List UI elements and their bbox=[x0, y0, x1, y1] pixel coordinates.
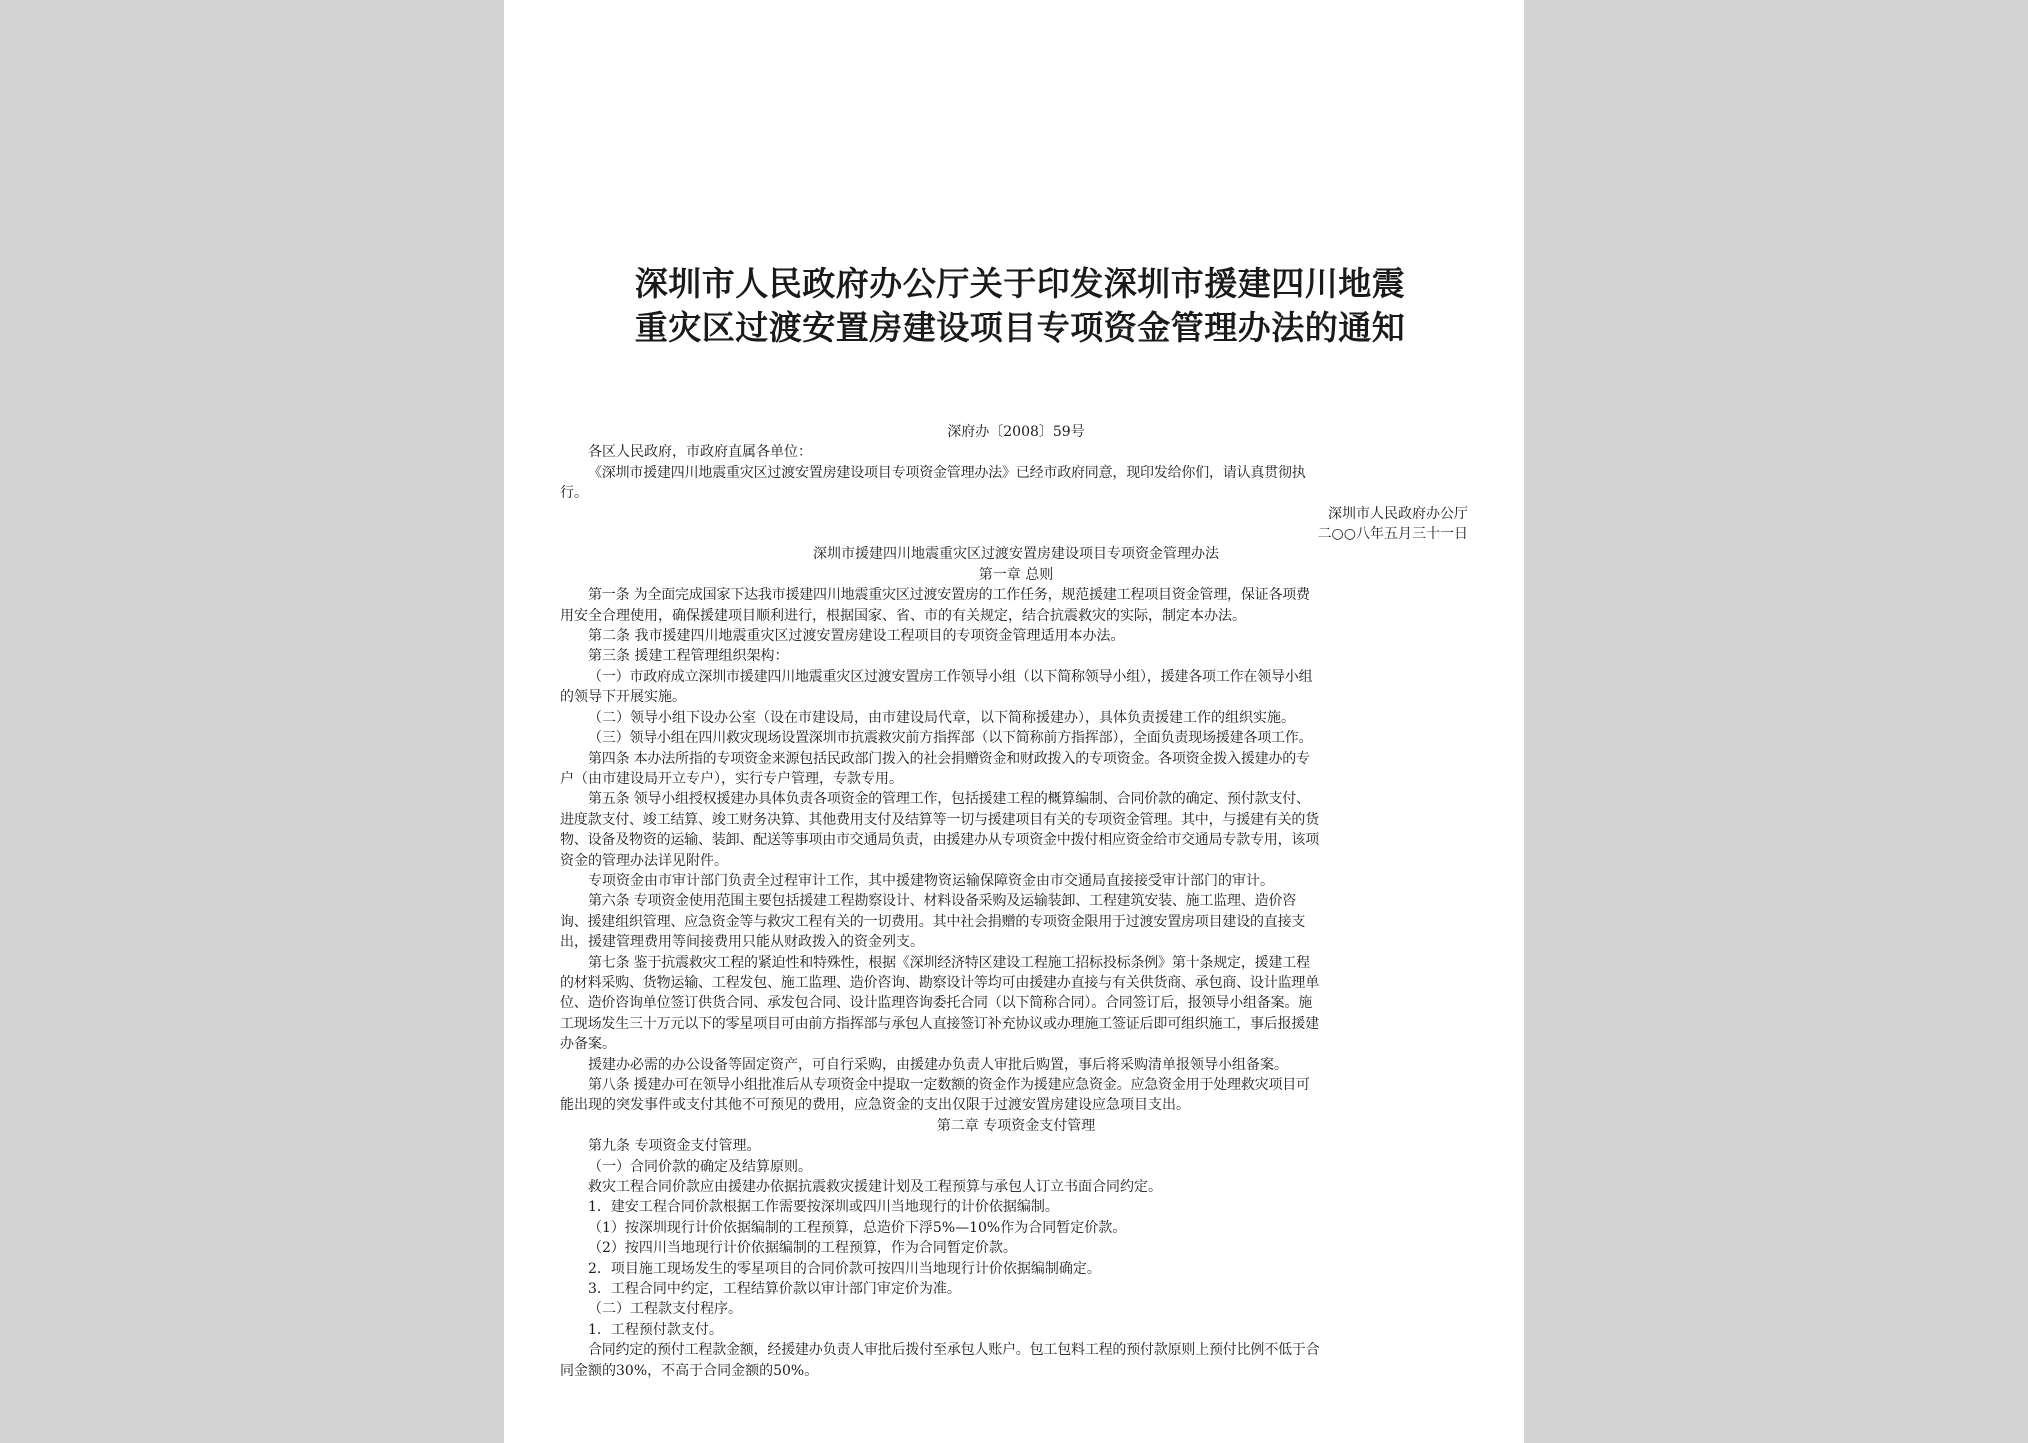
text-line: 《深圳市援建四川地震重灾区过渡安置房建设项目专项资金管理办法》已经市政府同意，现印发给你们，请认真贯彻执 bbox=[588, 464, 1306, 481]
text-line: 2．项目施工现场发生的零星项目的合同价款可按四川当地现行计价依据编制确定。 bbox=[588, 1260, 1101, 1277]
text-line: 进度款支付、竣工结算、竣工财务决算、其他费用支付及结算等一切与援建项目有关的专项资金管理。其中，与援建有关的货 bbox=[560, 811, 1319, 828]
text-line: 户（由市建设局开立专户），实行专户管理，专款专用。 bbox=[560, 770, 903, 787]
text-line: 第七条 鉴于抗震救灾工程的紧迫性和特殊性，根据《深圳经济特区建设工程施工招标投标条例》第十条规定，援建工程 bbox=[588, 954, 1310, 971]
text-line: 第五条 领导小组授权援建办具体负责各项资金的管理工作，包括援建工程的概算编制、合同价款的确定、预付款支付、 bbox=[588, 791, 1310, 808]
document-page bbox=[504, 0, 1524, 1443]
text-line: 第一章 总则 bbox=[978, 566, 1054, 583]
text-line: 第九条 专项资金支付管理。 bbox=[588, 1138, 761, 1155]
text-line: 出，援建管理费用等间接费用只能从财政拨入的资金列支。 bbox=[560, 934, 924, 951]
text-line: 第二章 专项资金支付管理 bbox=[936, 1117, 1096, 1134]
text-line: 工现场发生三十万元以下的零星项目可由前方指挥部与承包人直接签订补充协议或办理施工签证后即可组织施工，事后报援建 bbox=[560, 1015, 1319, 1032]
text-line: （1）按深圳现行计价依据编制的工程预算，总造价下浮5%—10%作为合同暂定价款。 bbox=[588, 1219, 1127, 1236]
text-line: 第三条 援建工程管理组织架构： bbox=[588, 648, 789, 665]
text-line: （一）合同价款的确定及结算原则。 bbox=[588, 1158, 812, 1175]
text-line: 物、设备及物资的运输、装卸、配送等事项由市交通局负责，由援建办从专项资金中拨付相应资金给市交通局专款专用，该项 bbox=[560, 832, 1319, 849]
text-line: 第一条 为全面完成国家下达我市援建四川地震重灾区过渡安置房的工作任务，规范援建工程项目资金管理，保证各项费 bbox=[588, 587, 1310, 604]
text-line: 第二条 我市援建四川地震重灾区过渡安置房建设工程项目的专项资金管理适用本办法。 bbox=[588, 628, 1125, 645]
text-line: 同金额的30%，不高于合同金额的50%。 bbox=[560, 1362, 819, 1379]
text-line: 位、造价咨询单位签订供货合同、承发包合同、设计监理咨询委托合同（以下简称合同）。合同签订后，报领导小组备案。施 bbox=[560, 995, 1312, 1012]
doc-number: 深府办〔2008〕59号 bbox=[947, 424, 1085, 440]
text-line: 资金的管理办法详见附件。 bbox=[560, 852, 728, 869]
title-line-2: 重灾区过渡安置房建设项目专项资金管理办法的通知 bbox=[634, 308, 1406, 347]
text-line: 办备案。 bbox=[560, 1036, 616, 1053]
text-line: （三）领导小组在四川救灾现场设置深圳市抗震救灾前方指挥部（以下简称前方指挥部），全面负责现场援建各项工作。 bbox=[588, 730, 1313, 747]
text-line: 深圳市援建四川地震重灾区过渡安置房建设项目专项资金管理办法 bbox=[813, 546, 1219, 563]
text-line: 用安全合理使用，确保援建项目顺利进行，根据国家、省、市的有关规定，结合抗震救灾的实际，制定本办法。 bbox=[560, 607, 1246, 624]
text-line: 合同约定的预付工程款金额，经援建办负责人审批后拨付至承包人账户。包工包料工程的预付款原则上预付比例不低于合 bbox=[588, 1342, 1320, 1359]
text-line: 第八条 援建办可在领导小组批准后从专项资金中提取一定数额的资金作为援建应急资金。应急资金用于处理救灾项目可 bbox=[588, 1077, 1310, 1093]
text-line: 专项资金由市审计部门负责全过程审计工作，其中援建物资运输保障资金由市交通局直接接受审计部门的审计。 bbox=[588, 872, 1274, 889]
text-line: 第四条 本办法所指的专项资金来源包括民政部门拨入的社会捐赠资金和财政拨入的专项资金。各项资金拨入援建办的专 bbox=[588, 750, 1310, 767]
text-line: 1．工程预付款支付。 bbox=[588, 1321, 723, 1338]
text-line: 的领导下开展实施。 bbox=[560, 689, 686, 706]
text-line: 救灾工程合同价款应由援建办依据抗震救灾援建计划及工程预算与承包人订立书面合同约定。 bbox=[588, 1179, 1162, 1196]
body-lines bbox=[560, 442, 1472, 1381]
text-line: 行。 bbox=[560, 485, 588, 502]
text-line: 1．建安工程合同价款根据工作需要按深圳或四川当地现行的计价依据编制。 bbox=[588, 1199, 1059, 1216]
text-line: （二）工程款支付程序。 bbox=[588, 1301, 742, 1318]
text-line: （二）领导小组下设办公室（设在市建设局，由市建设局代章，以下简称援建办），具体负责援建工作的组织实施。 bbox=[588, 709, 1295, 726]
text-line: 二○○八年五月三十一日 bbox=[1317, 526, 1468, 543]
text-line: （一）市政府成立深圳市援建四川地震重灾区过渡安置房工作领导小组（以下简称领导小组），援建各项工作在领导小组 bbox=[588, 668, 1313, 685]
text-line: 第六条 专项资金使用范围主要包括援建工程勘察设计、材料设备采购及运输装卸、工程建筑安装、施工监理、造价咨 bbox=[588, 893, 1297, 910]
text-line: 3．工程合同中约定，工程结算价款以审计部门审定价为准。 bbox=[588, 1281, 961, 1298]
text-line: 能出现的突发事件或支付其他不可预见的费用，应急资金的支出仅限于过渡安置房建设应急项目支出。 bbox=[560, 1097, 1190, 1114]
document-body bbox=[560, 422, 1472, 1381]
title-line-1: 深圳市人民政府办公厅关于印发深圳市援建四川地震 bbox=[634, 264, 1406, 303]
text-line: （2）按四川当地现行计价依据编制的工程预算，作为合同暂定价款。 bbox=[588, 1240, 1017, 1257]
text-line: 询、援建组织管理、应急资金等与救灾工程有关的一切费用。其中社会捐赠的专项资金限用于过渡安置房项目建设的直接支 bbox=[560, 913, 1306, 930]
text-line: 各区人民政府，市政府直属各单位： bbox=[588, 444, 812, 461]
document-title bbox=[590, 262, 1450, 350]
text-line: 的材料采购、货物运输、工程发包、施工监理、造价咨询、勘察设计等均可由援建办直接与有关供货商、承包商、设计监理单 bbox=[560, 974, 1319, 991]
text-line: 援建办必需的办公设备等固定资产，可自行采购，由援建办负责人审批后购置，事后将采购清单报领导小组备案。 bbox=[588, 1056, 1288, 1073]
text-line: 深圳市人民政府办公厅 bbox=[1328, 505, 1468, 522]
